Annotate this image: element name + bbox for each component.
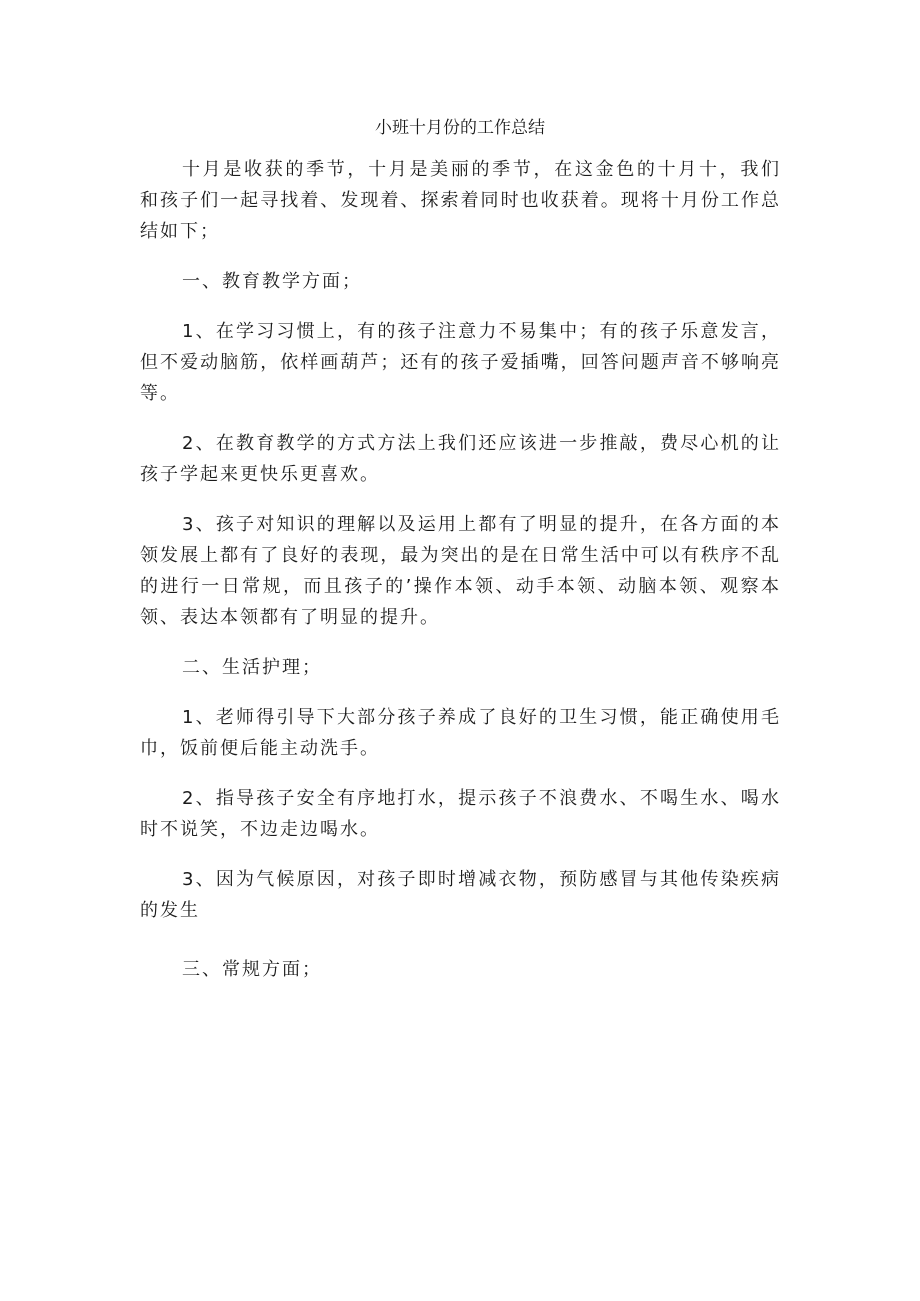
document-body [140, 154, 781, 1004]
section2-item-1: 1、老师得引导下大部分孩子养成了良好的卫生习惯，能正确使用毛巾，饭前便后能主动洗手。 [140, 707, 781, 759]
section1-item-2: 2、在教育教学的方式方法上我们还应该进一步推敲，费尽心机的让孩子学起来更快乐更喜欢。 [140, 433, 781, 485]
section-heading-routine: 三、常规方面； [182, 959, 322, 980]
document-title: 小班十月份的工作总结 [375, 118, 545, 138]
section2-item-2: 2、指导孩子安全有序地打水，提示孩子不浪费水、不喝生水、喝水时不说笑，不边走边喝水。 [140, 788, 781, 840]
section-heading-life-care: 二、生活护理； [182, 657, 322, 678]
intro-paragraph: 十月是收获的季节，十月是美丽的季节，在这金色的十月十，我们和孩子们一起寻找着、发现着、探索着同时也收获着。现将十月份工作总结如下； [140, 159, 781, 242]
section-heading-education: 一、教育教学方面； [182, 271, 362, 292]
section2-item-3: 3、因为气候原因，对孩子即时增减衣物，预防感冒与其他传染疾病的发生 [140, 869, 781, 921]
section1-item-1: 1、在学习习惯上，有的孩子注意力不易集中；有的孩子乐意发言，但不爱动脑筋，依样画葫芦；还有的孩子爱插嘴，回答问题声音不够响亮等。 [140, 321, 781, 404]
section1-item-3: 3、孩子对知识的理解以及运用上都有了明显的提升，在各方面的本领发展上都有了良好的表现，最为突出的是在日常生活中可以有秩序不乱的进行一日常规，而且孩子的’操作本领、动手本领、动脑本领、观察本领、表达本领都有了明显的提升。 [140, 514, 781, 628]
